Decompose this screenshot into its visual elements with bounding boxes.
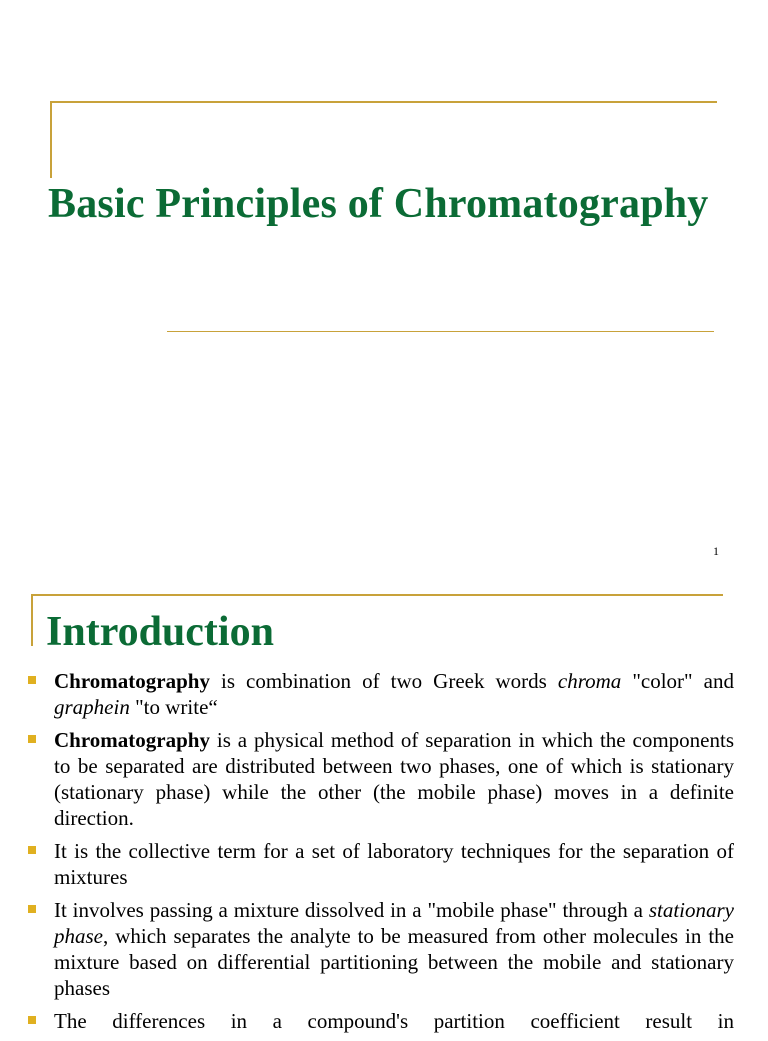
bullet-list: [0, 668, 768, 1041]
left-vertical-rule: [50, 101, 52, 178]
bullet-item: [0, 727, 768, 831]
bullet-text: The differences in a compound's partition coefficient result in: [54, 1009, 734, 1033]
bullet-text: Chromatography is a physical method of separation in which the components to be separated are distributed between two phases, one of which is stationary (stationary phase) while the other (the mobile phase) moves in a definite direction.: [54, 728, 734, 830]
bottom-horizontal-rule: [167, 331, 714, 332]
bullet-text: It involves passing a mixture dissolved in a "mobile phase" through a stationary phase, which separates the analyte to be measured from other molecules in the mixture based on differential partitioning between the mobile and stationary phases: [54, 898, 734, 1000]
top-horizontal-rule: [50, 101, 717, 103]
slide-title: Basic Principles of Chromatography: [48, 181, 709, 227]
bullet-item: [0, 838, 768, 890]
bullet-item: [0, 897, 768, 1001]
bullet-item: [0, 1008, 768, 1034]
bullet-item: [0, 668, 768, 720]
top-horizontal-rule: [31, 594, 723, 596]
slide-title: Introduction: [46, 609, 274, 655]
square-bullet-icon: [28, 1016, 36, 1024]
square-bullet-icon: [28, 905, 36, 913]
introduction-slide: [0, 588, 768, 1033]
page-number: 1: [713, 544, 719, 558]
bullet-text: Chromatography is combination of two Greek words chroma "color" and graphein "to write“: [54, 669, 734, 719]
left-vertical-rule: [31, 594, 33, 646]
square-bullet-icon: [28, 676, 36, 684]
square-bullet-icon: [28, 846, 36, 854]
bullet-text: It is the collective term for a set of laboratory techniques for the separation of mixtures: [54, 839, 734, 889]
square-bullet-icon: [28, 735, 36, 743]
